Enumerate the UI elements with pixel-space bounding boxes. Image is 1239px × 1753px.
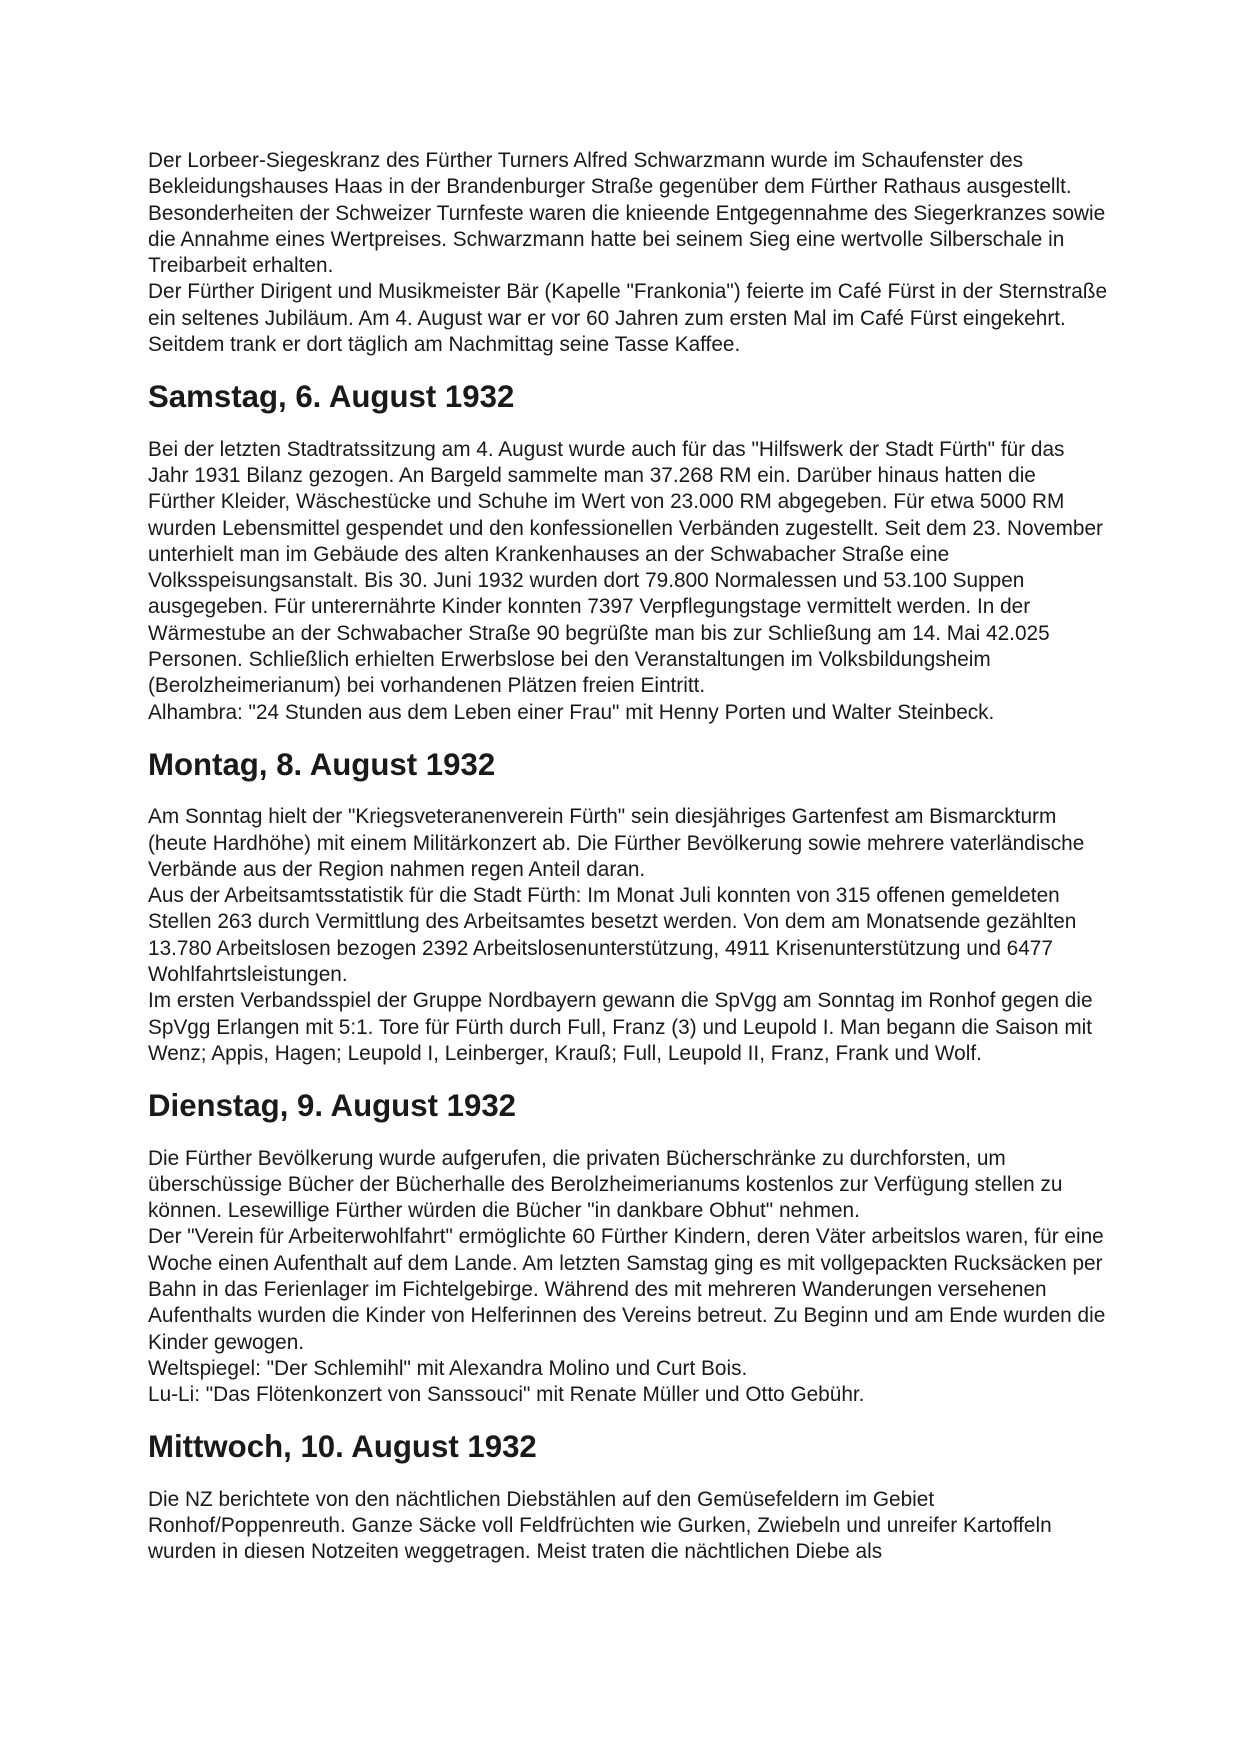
paragraph-gemuesefelder-diebstaehle: Die NZ berichtete von den nächtlichen Diebstählen auf den Gemüsefeldern im Gebiet Ronhof/Poppenreuth. Ganze Säcke voll Feldfrüchten wie Gurken, Zwiebeln und unreifer Kartoffeln wurden in diesen Notzeiten weggetragen. Meist traten die nächtlichen Diebe als xyxy=(148,1487,1052,1564)
date-heading-mittwoch-10-august: Mittwoch, 10. August 1932 xyxy=(148,1429,537,1465)
paragraph-schwarzmann-siegeskranz: Der Lorbeer-Siegeskranz des Fürther Turners Alfred Schwarzmann wurde im Schaufenster des Bekleidungshauses Haas in der Brandenburger Straße gegenüber dem Fürther Rathaus ausgestellt. Besonderheiten der Schweizer Turnfeste waren die knieende Entgegennahme des Siegerkranzes sowie die Annahme eines Wertpreises. Schwarzmann hatte bei seinem Sieg eine wertvolle Silberschale in Treibarbeit erhalten. xyxy=(148,149,1106,278)
spacer xyxy=(148,778,1108,804)
paragraph-arbeitsamtsstatistik: Aus der Arbeitsamtsstatistik für die Stadt Fürth: Im Monat Juli konnten von 315 offenen gemeldeten Stellen 263 durch Vermittlung des Arbeitsamtes besetzt werden. Von dem am Monatsende gezählten 13.780 Arbeitslosen bezogen 2392 Arbeitslosenunterstützung, 4911 Krisenunterstützung und 6477 Wohlfahrtsleistungen. xyxy=(148,884,1077,987)
document-page xyxy=(148,148,1108,1566)
paragraph-luli-film: Lu-Li: "Das Flötenkonzert von Sanssouci" mit Renate Müller und Otto Gebühr. xyxy=(148,1383,865,1407)
spacer xyxy=(148,1120,1108,1146)
paragraph-spvgg-verbandsspiel: Im ersten Verbandsspiel der Gruppe Nordbayern gewann die SpVgg am Sonntag im Ronhof gegen die SpVgg Erlangen mit 5:1. Tore für Fürth durch Full, Franz (3) und Leupold I. Man begann die Saison mit Wenz; Appis, Hagen; Leupold I, Leinberger, Krauß; Full, Leupold II, Franz, Frank und Wolf. xyxy=(148,989,1093,1065)
paragraph-hilfswerk-bilanz: Bei der letzten Stadtratssitzung am 4. August wurde auch für das "Hilfswerk der Stadt Fürth" für das Jahr 1931 Bilanz gezogen. An Bargeld sammelte man 37.268 RM ein. Darüber hinaus hatten die Fürther Kleider, Wäschestücke und Schuhe im Wert von 23.000 RM abgegeben. Für etwa 5000 RM wurden Lebensmittel gespendet und den konfessionellen Verbänden zugestellt. Seit dem 23. November unterhielt man im Gebäude des alten Krankenhauses an der Schwabacher Straße eine Volksspeisungsanstalt. Bis 30. Juni 1932 wurden dort 79.800 Normalessen und 53.100 Suppen ausgegeben. Für unterernährte Kinder konnten 7397 Verpflegungstage vermittelt werden. In der Wärmestube an der Schwabacher Straße 90 begrüßte man bis zur Schließung am 14. Mai 42.025 Personen. Schließlich erhielten Erwerbslose bei den Veranstaltungen im Volksbildungsheim (Berolzheimerianum) bei vorhandenen Plätzen freien Eintritt. xyxy=(148,437,1103,698)
paragraph-musikmeister-baer: Der Fürther Dirigent und Musikmeister Bär (Kapelle "Frankonia") feierte im Café Fürst in der Sternstraße ein seltenes Jubiläum. Am 4. August war er vor 60 Jahren zum ersten Mal im Café Fürst eingekehrt. Seitdem trank er dort täglich am Nachmittag seine Tasse Kaffee. xyxy=(148,280,1108,357)
date-heading-samstag-6-august: Samstag, 6. August 1932 xyxy=(148,379,515,415)
paragraph-weltspiegel-film: Weltspiegel: "Der Schlemihl" mit Alexandra Molino und Curt Bois. xyxy=(148,1356,748,1380)
date-heading-montag-8-august: Montag, 8. August 1932 xyxy=(148,746,496,782)
paragraph-alhambra-film: Alhambra: "24 Stunden aus dem Leben einer Frau" mit Henny Porten und Walter Steinbeck. xyxy=(148,700,995,724)
spacer xyxy=(148,411,1108,437)
paragraph-buecherhalle-aufruf: Die Fürther Bevölkerung wurde aufgerufen, die privaten Bücherschränke zu durchforsten, um überschüssige Bücher der Bücherhalle des Berolzheimerianums kostenlos zur Verfügung stellen zu können. Lesewillige Fürther würden die Bücher "in dankbare Obhut" nehmen. xyxy=(148,1146,1063,1223)
spacer xyxy=(148,1461,1108,1487)
paragraph-arbeiterwohlfahrt-ferienlager: Der "Verein für Arbeiterwohlfahrt" ermöglichte 60 Fürther Kindern, deren Väter arbeitslos waren, für eine Woche einen Aufenthalt auf dem Lande. Am letzten Samstag ging es mit vollgepackten Rucksäcken per Bahn in das Ferienlager im Fichtelgebirge. Während des mit mehreren Wanderungen versehenen Aufenthalts wurden die Kinder von Helferinnen des Vereins betreut. Zu Beginn und am Ende wurden die Kinder gewogen. xyxy=(148,1225,1106,1354)
paragraph-kriegsveteranenverein: Am Sonntag hielt der "Kriegsveteranenverein Fürth" sein diesjähriges Gartenfest am Bismarckturm (heute Hardhöhe) mit einem Militärkonzert ab. Die Fürther Bevölkerung sowie mehrere vaterländische Verbände aus der Region nahmen regen Anteil daran. xyxy=(148,805,1085,881)
date-heading-dienstag-9-august: Dienstag, 9. August 1932 xyxy=(148,1088,517,1124)
